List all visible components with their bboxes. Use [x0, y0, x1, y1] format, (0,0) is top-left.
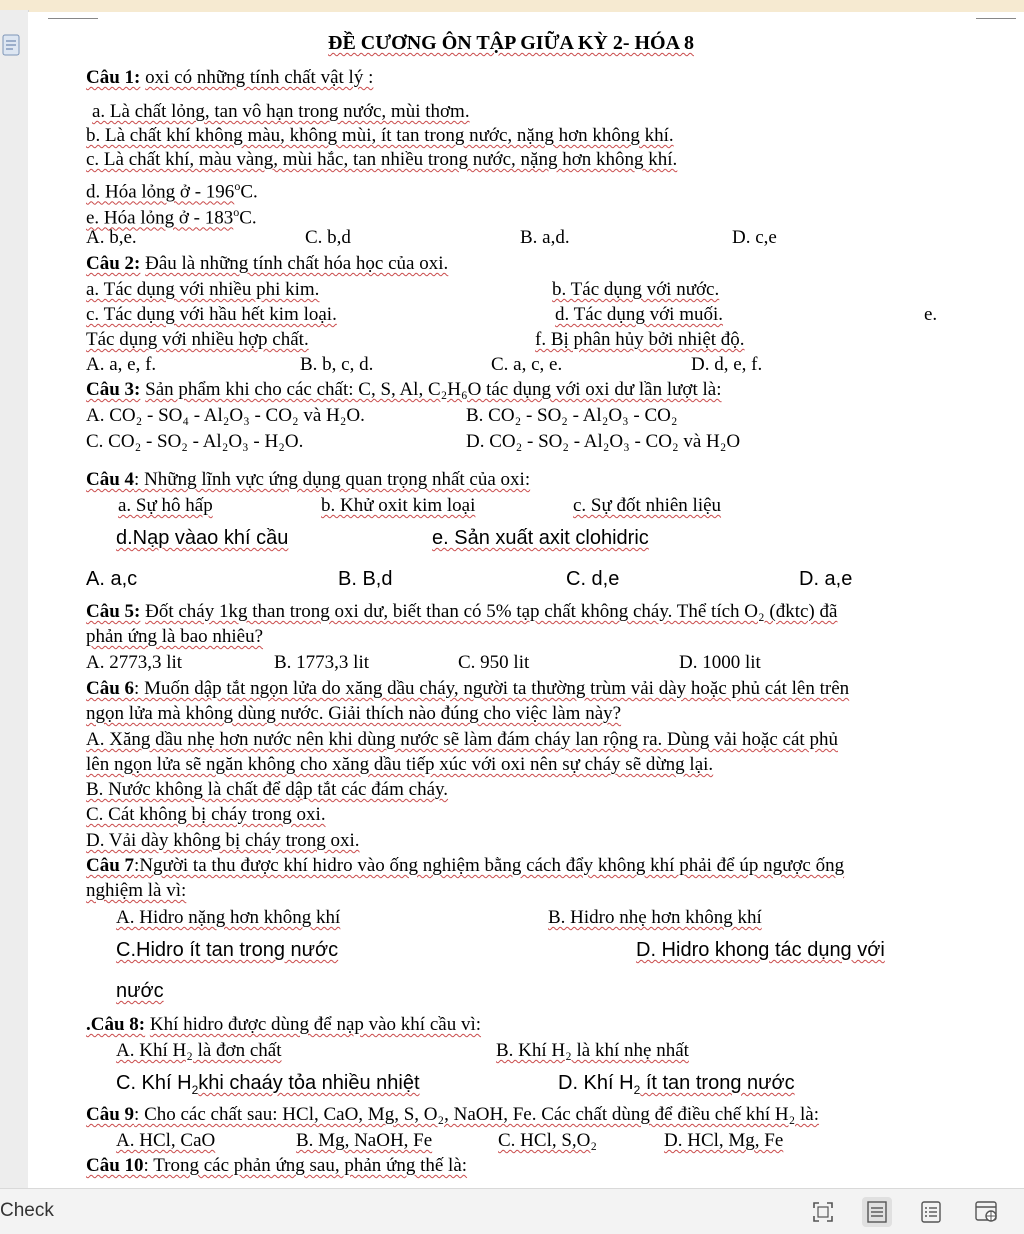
statement-c: c. Tác dụng với hầu hết kim loại.	[86, 304, 337, 325]
answer-option[interactable]: A. CO₂ - SO₄ - Al₂O₃ - CO₂ và H₂O.	[86, 405, 365, 426]
answer-option[interactable]: D. Vải dày không bị cháy trong oxi.	[86, 830, 360, 851]
answer-option[interactable]: B. Mg, NaOH, Fe	[296, 1130, 433, 1151]
answer-option[interactable]: C. HCl, S,O₂	[498, 1130, 598, 1151]
left-rail	[0, 10, 29, 1188]
answer-option[interactable]: A. HCl, CaO	[116, 1130, 216, 1151]
statement-b: b. Khử oxit kim loại	[321, 495, 476, 516]
question-text: : Cho các chất sau: HCl, CaO, Mg, S, O₂, NaOH, Fe. Các chất dùng để điều chế khí H₂ là:	[134, 1104, 820, 1125]
answer-option[interactable]: B. Khí H₂ là khí nhẹ nhất	[496, 1040, 689, 1061]
print-layout-icon[interactable]	[862, 1197, 892, 1227]
question-9	[86, 1104, 819, 1126]
check-button[interactable]: Check	[0, 1200, 54, 1221]
question-number: Câu 9	[86, 1104, 135, 1125]
answer-option[interactable]: A. Khí H₂ là đơn chất	[116, 1040, 282, 1061]
question-number: Câu 3:	[86, 379, 141, 400]
statement-d: d.Nạp vàao khí cầu	[116, 527, 289, 549]
document-outline-icon[interactable]	[2, 34, 20, 56]
question-number: Câu 2:	[86, 253, 141, 274]
question-4	[86, 469, 530, 491]
question-number: Câu 5:	[86, 601, 141, 622]
question-text: : Trong các phản ứng sau, phản ứng thế là:	[143, 1155, 468, 1176]
question-number: Câu 10	[86, 1155, 144, 1176]
question-5	[86, 601, 837, 623]
statement-a: a. Tác dụng với nhiều phi kim.	[86, 279, 320, 300]
answer-option[interactable]: D. CO₂ - SO₂ - Al₂O₃ - CO₂ và H₂O	[466, 431, 741, 452]
answer-option[interactable]: C. d,e	[566, 568, 620, 590]
bottom-toolbar	[0, 1188, 1024, 1234]
answer-option[interactable]: C. b,d	[305, 227, 351, 248]
statement-c: c. Là chất khí, màu vàng, mùi hắc, tan nhiều trong nước, nặng hơn không khí.	[86, 149, 678, 170]
question-7-cont: nghiệm là vì:	[86, 880, 187, 901]
answer-option[interactable]: A. b,e.	[86, 227, 137, 248]
question-text: oxi có những tính chất vật lý :	[145, 67, 374, 88]
question-text: : Muốn dập tắt ngọn lửa do xăng dầu cháy, người ta thường trùm vải dày hoặc phủ cát lên trên	[134, 678, 850, 699]
answer-option[interactable]: A. Xăng dầu nhẹ hơn nước nên khi dùng nước sẽ làm đám cháy lan rộng ra. Dùng vải hoặc cát phủ	[86, 729, 838, 750]
question-number: Câu 7	[86, 855, 135, 876]
outline-view-icon[interactable]	[916, 1197, 946, 1227]
question-text: :Người ta thu được khí hidro vào ống nghiệm bằng cách đẩy không khí phải để úp ngược ống	[134, 855, 845, 876]
question-text: Sản phẩm khi cho các chất: C, S, Al, C₂H₆O tác dụng với oxi dư lần lượt là:	[145, 379, 722, 400]
question-3	[86, 379, 721, 401]
answer-option-cont: lên ngọn lửa sẽ ngăn không cho xăng dầu tiếp xúc với oxi nên sự cháy sẽ dừng lại.	[86, 754, 714, 775]
question-5-cont: phản ứng là bao nhiêu?	[86, 626, 264, 647]
question-1	[86, 67, 373, 89]
question-text: : Những lĩnh vực ứng dụng quan trọng nhất của oxi:	[134, 469, 531, 490]
document-page	[28, 12, 1024, 1188]
top-strip	[0, 0, 1024, 10]
focus-frame-icon[interactable]	[808, 1197, 838, 1227]
statement-e: e. Sản xuất axit clohidric	[432, 527, 649, 549]
statement-e-label: e.	[924, 304, 938, 325]
answer-option[interactable]: A. a, e, f.	[86, 354, 157, 375]
statement-b: b. Tác dụng với nước.	[552, 279, 720, 300]
question-2	[86, 253, 448, 275]
page-corner-mark	[976, 18, 1016, 19]
answer-option[interactable]: D. HCl, Mg, Fe	[664, 1130, 784, 1151]
statement-e: Tác dụng với nhiều hợp chất.	[86, 329, 309, 350]
answer-option[interactable]: C. Cát không bị cháy trong oxi.	[86, 804, 326, 825]
statement-c: c. Sự đốt nhiên liệu	[573, 495, 722, 516]
answer-option[interactable]: A. 2773,3 lit	[86, 652, 183, 673]
statement-b: b. Là chất khí không màu, không mùi, ít tan trong nước, nặng hơn không khí.	[86, 125, 674, 146]
answer-option[interactable]: D. Hidro khong tác dụng với	[636, 939, 885, 961]
answer-option[interactable]: D. Khí $H_2$ ít tan trong nước	[558, 1072, 795, 1097]
answer-option[interactable]: B. Hidro nhẹ hơn không khí	[548, 907, 762, 928]
question-number: .Câu 8:	[86, 1014, 146, 1035]
question-8	[86, 1014, 481, 1036]
answer-option[interactable]: B. CO₂ - SO₂ - Al₂O₃ - CO₂	[466, 405, 678, 426]
answer-option[interactable]: B. a,d.	[520, 227, 570, 248]
statement-e: e. Hóa lỏng ở - 183$^o$C.	[86, 205, 257, 229]
statement-d: d. Hóa lỏng ở - 196$^o$C.	[86, 179, 258, 203]
question-number: Câu 4	[86, 469, 135, 490]
statement-a: a. Là chất lỏng, tan vô hạn trong nước, mùi thơm.	[92, 101, 470, 122]
statement-a: a. Sự hô hấp	[118, 495, 213, 516]
statement-d: d. Tác dụng với muối.	[555, 304, 724, 325]
answer-option[interactable]: D. c,e	[732, 227, 777, 248]
question-text: Đốt cháy 1kg than trong oxi dư, biết than có 5% tạp chất không cháy. Thể tích O₂ (đktc) đã	[145, 601, 838, 622]
question-10	[86, 1155, 467, 1177]
answer-option[interactable]: A. Hidro nặng hơn không khí	[116, 907, 341, 928]
answer-option[interactable]: D. a,e	[799, 568, 853, 590]
answer-option[interactable]: B. b, c, d.	[300, 354, 374, 375]
question-6-cont: ngọn lửa mà không dùng nước. Giải thích nào đúng cho việc làm này?	[86, 703, 622, 724]
answer-option[interactable]: C. Khí $H_2khi$ chaáy tỏa nhiều nhiệt	[116, 1072, 420, 1097]
answer-option[interactable]: B. 1773,3 lit	[274, 652, 370, 673]
question-text: Khí hidro được dùng để nạp vào khí cầu vì:	[149, 1014, 482, 1035]
answer-option-cont: nước	[116, 980, 164, 1002]
answer-option[interactable]: B. B,d	[338, 568, 393, 590]
answer-option[interactable]: B. Nước không là chất để dập tắt các đám cháy.	[86, 779, 449, 800]
question-7	[86, 855, 844, 877]
answer-option[interactable]: C.Hidro ít tan trong nước	[116, 939, 339, 961]
answer-option[interactable]: D. d, e, f.	[691, 354, 763, 375]
answer-option[interactable]: C. 950 lit	[458, 652, 530, 673]
document-title: ĐỀ CƯƠNG ÔN TẬP GIỮA KỲ 2- HÓA 8	[328, 32, 694, 54]
question-number: Câu 1:	[86, 67, 141, 88]
answer-option[interactable]: D. 1000 lit	[679, 652, 761, 673]
statement-f: f. Bị phân hủy bởi nhiệt độ.	[535, 329, 745, 350]
answer-option[interactable]: A. a,c	[86, 568, 138, 590]
page-corner-mark	[48, 18, 98, 19]
question-text: Đâu là những tính chất hóa học của oxi.	[145, 253, 449, 274]
answer-option[interactable]: C. a, c, e.	[491, 354, 563, 375]
question-6	[86, 678, 849, 700]
web-layout-icon[interactable]	[972, 1197, 1002, 1227]
answer-option[interactable]: C. CO₂ - SO₂ - Al₂O₃ - H₂O.	[86, 431, 304, 452]
question-number: Câu 6	[86, 678, 135, 699]
